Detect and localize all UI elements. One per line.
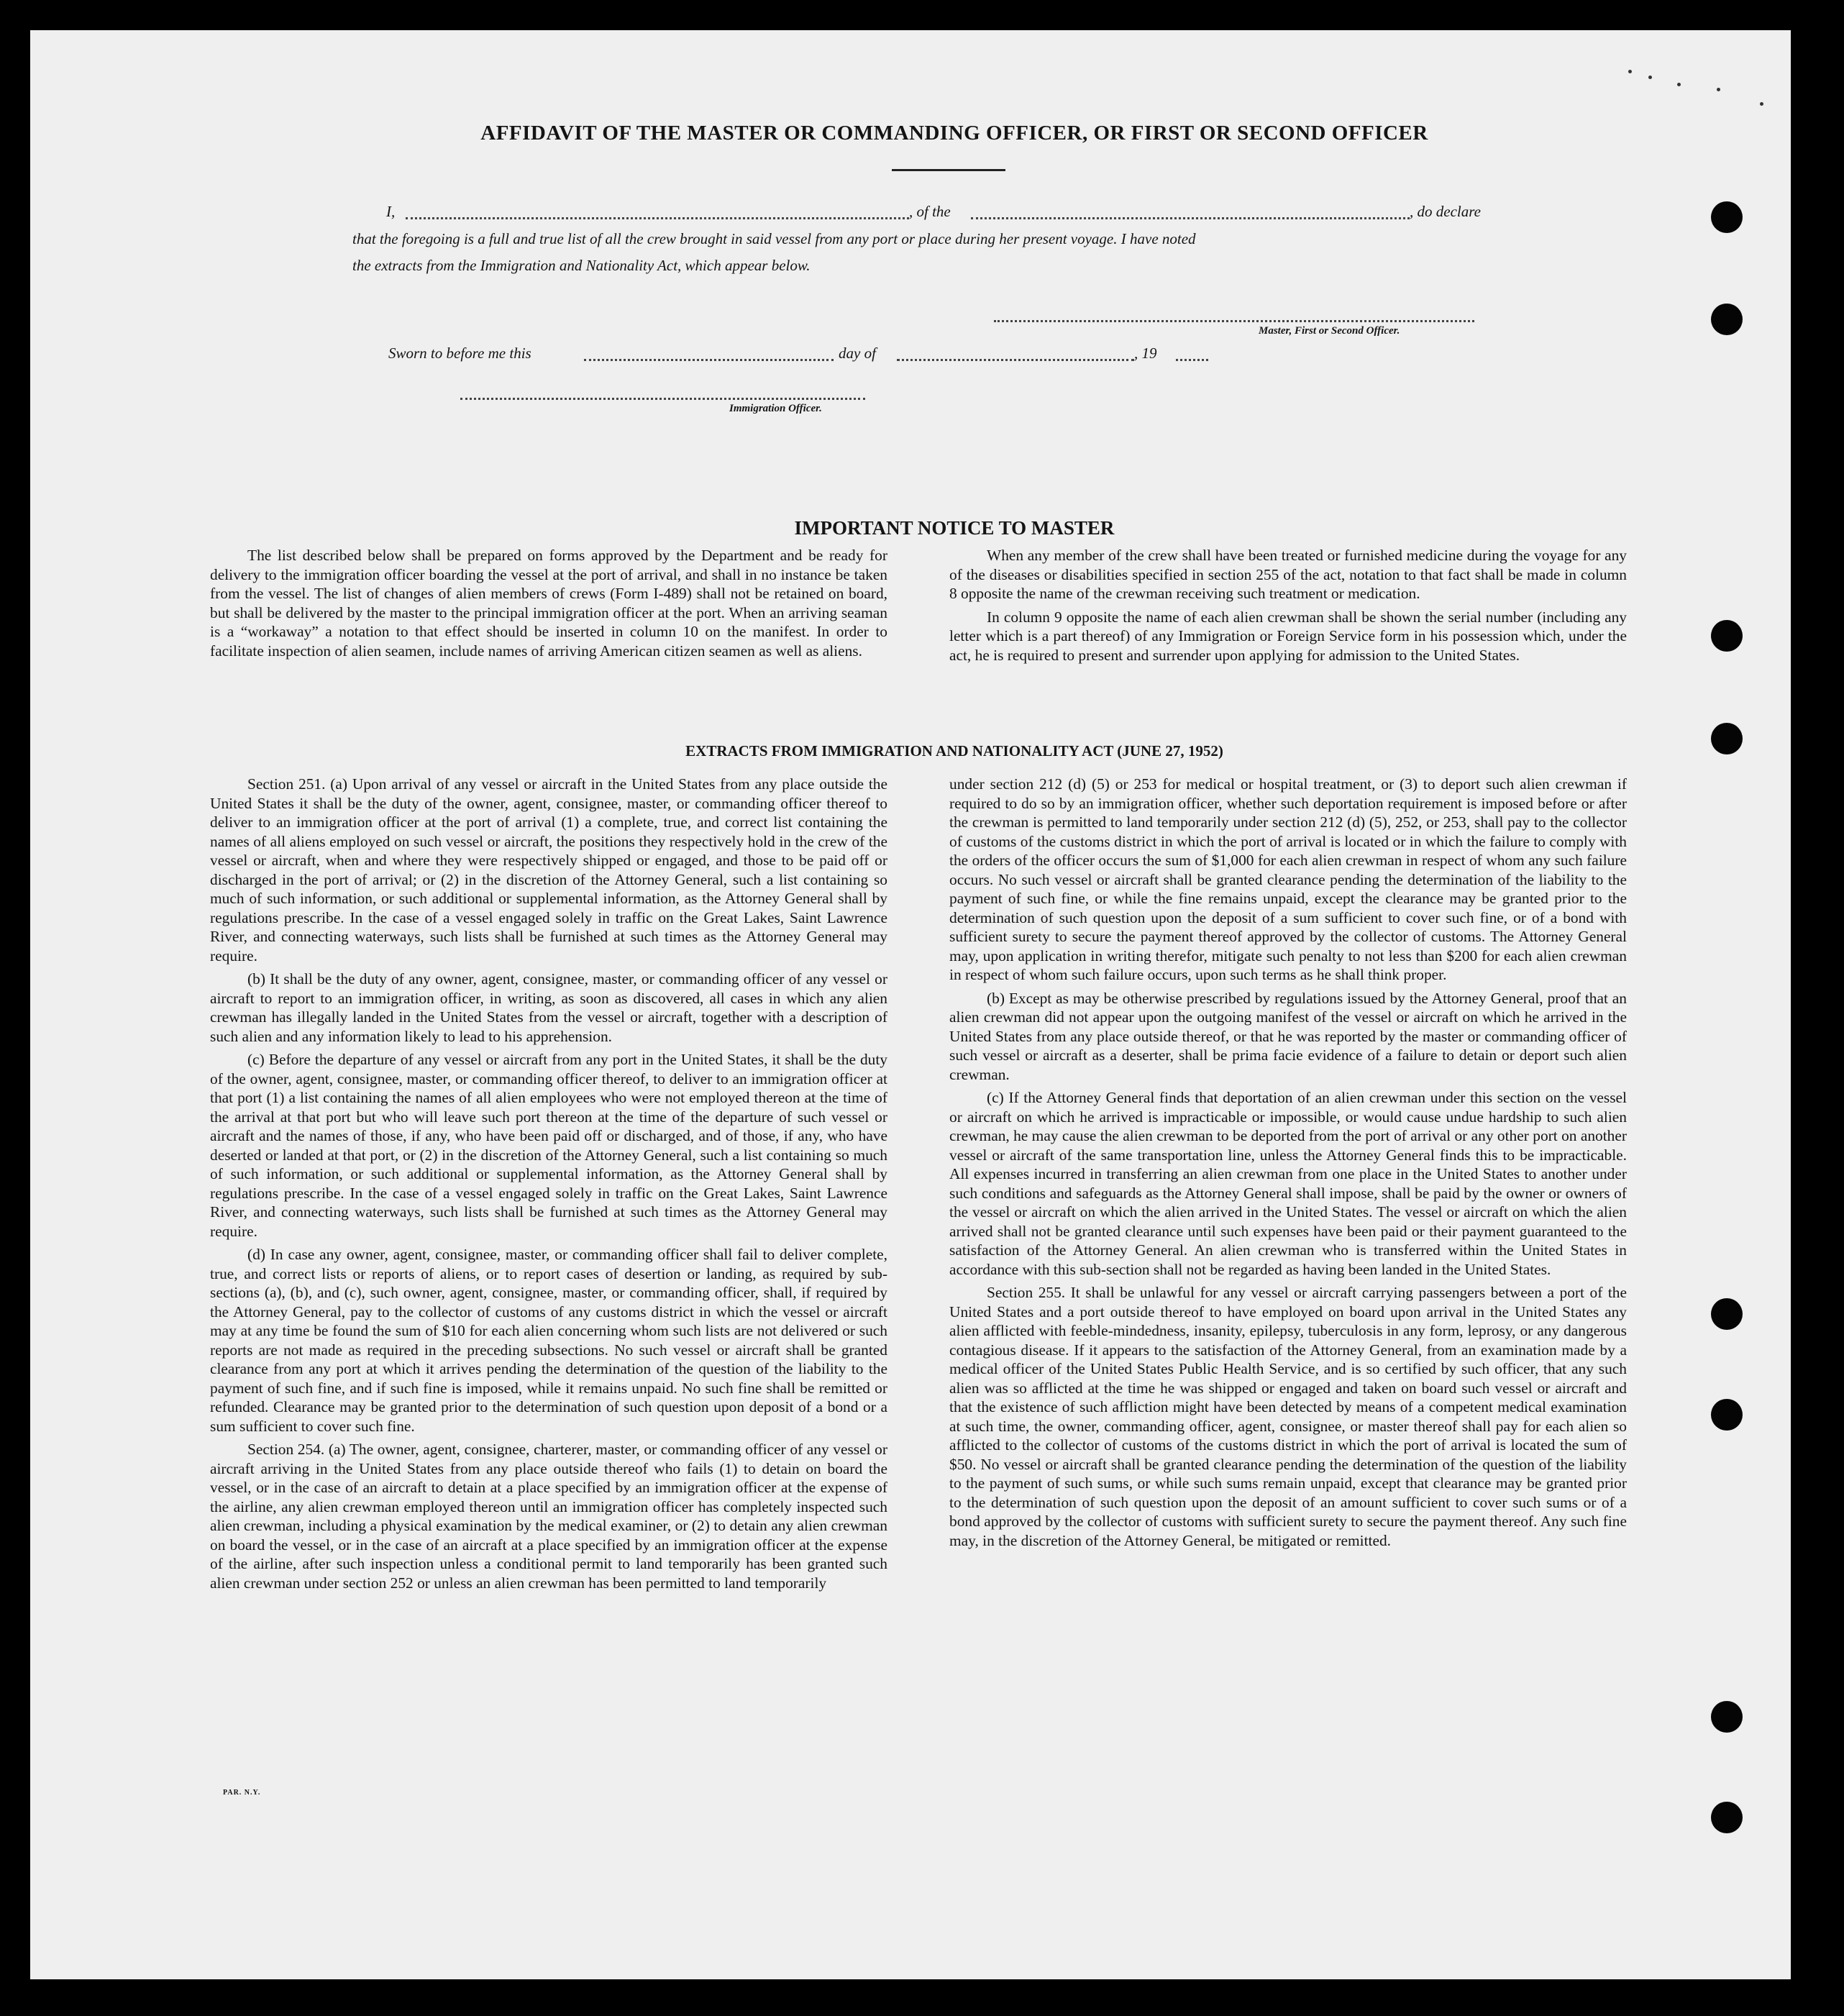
extracts-right-column <box>949 775 1627 1550</box>
day-of-text: day of <box>839 345 876 362</box>
section-254c: (c) If the Attorney General finds that deportation of an alien crewman under this section on the vessel or aircraft on which he arrived is impracticable or impossible, or would cause undue hardship to such alien crewman, he may cause the alien crewman to be deported from the port of arrival or any other port on another vessel or aircraft of the same transportation line, unless the Attorney General finds this to be impracticable. All expenses incurred in transferring an alien crewman from one place in the United States to another under such conditions and safeguards as the Attorney General shall impose, shall be paid by the owner or owners of the vessel or aircraft on which the alien arrived in the United States. The vessel or aircraft on which the alien arrived shall not be granted clearance until such expenses have been paid or their payment guaranteed to the satisfaction of the Attorney General. An alien crewman who is transferred within the United States in accordance with this sub-section shall not be regarded as having been landed in the United States. <box>949 1089 1627 1278</box>
affidavit-line3: the extracts from the Immigration and Nationality Act, which appear below. <box>352 257 811 274</box>
scan-speck <box>1717 88 1720 91</box>
binder-hole <box>1711 1802 1743 1833</box>
affidavit-title: AFFIDAVIT OF THE MASTER OR COMMANDING OFFICER, OR FIRST OR SECOND OFFICER <box>480 122 1428 145</box>
section-251a: Section 251. (a) Upon arrival of any vessel or aircraft in the United States from any place outside the United States it shall be the duty of the owner, agent, consignee, master, or commanding officer thereof to deliver to an immigration officer at the port of arrival (1) a complete, true, and correct list containing the names of all aliens employed on such vessel or aircraft, the positions they respectively hold in the crew of the vessel or aircraft, when and where they were respectively shipped or engaged, and those to be paid off or discharged in the port of arrival; or (2) in the discretion of the Attorney General, such a list containing so much of such information, or such additional or supplemental information, as the Attorney General shall by regulations prescribe. In the case of a vessel engaged solely in traffic on the Great Lakes, Saint Lawrence River, and connecting waterways, such lists shall be furnished at such times as the Attorney General may require. <box>210 775 887 964</box>
extracts-title: EXTRACTS FROM IMMIGRATION AND NATIONALITY ACT (JUNE 27, 1952) <box>685 742 1223 760</box>
affidavit-of-the: , of the <box>909 203 951 220</box>
officer-signature-line[interactable] <box>460 398 865 400</box>
scan-speck <box>1760 102 1763 106</box>
notice-paragraph: The list described below shall be prepared on forms approved by the Department and be ready for delivery to the immigration officer boarding the vessel at the port of arrival, and shall in no instance be taken from the vessel. The list of changes of alien members of crews (Form I-489) shall not be retained on board, but shall be delivered by the master to the principal immigration officer at the port. When an arriving seaman is a “workaway” a notation to that effect should be inserted in column 10 on the manifest. In order to facilitate inspection of alien seamen, include names of arriving American citizen seamen as well as aliens. <box>210 547 887 660</box>
notice-left-column <box>210 546 887 660</box>
section-255: Section 255. It shall be unlawful for any vessel or aircraft carrying passengers between a port of the United States and a port outside thereof to have employed on board upon arrival in the United States any alien afflicted with feeble-mindedness, insanity, epilepsy, tuberculosis in any form, leprosy, or any dangerous contagious disease. If it appears to the satisfaction of the Attorney General, from an examination made by a medical officer of the United States Public Health Service, and is so certified by such officer, that any such alien was so afflicted at the time he was shipped or engaged and taken on board such vessel or aircraft and that the existence of such affliction might have been detected by means of a competent medical examination at such time, the owner, commanding officer, agent, consignee, or master thereof shall pay for each alien so afflicted to the collector of customs of the customs district in which the port of arrival is located the sum of $50. No vessel or aircraft shall be granted clearance pending the determination of the question of the liability to the payment of such sums, or while such sums remain unpaid, except that clearance may be granted prior to the determination of such question upon the deposit of an amount sufficient to cover such sums or of a bond approved by the collector of customs with sufficient surety to secure the payment thereof. Any such fine may, in the discretion of the Attorney General, be mitigated or remitted. <box>949 1284 1627 1549</box>
affidavit-line2: that the foregoing is a full and true list of all the crew brought in said vessel from any port or place during her present voyage. I have noted <box>352 230 1196 247</box>
printer-mark: PAR. N.Y. <box>223 1789 261 1797</box>
sworn-text: Sworn to before me this <box>388 345 531 362</box>
binder-hole <box>1711 201 1743 233</box>
extracts-left-column <box>210 775 887 1592</box>
notice-paragraph: In column 9 opposite the name of each alien crewman shall be shown the serial number (including any letter which is a part thereof) of any Immigration or Foreign Service form in his possession which, under the act, he is required to present and surrender upon applying for admission to the United States. <box>949 608 1627 664</box>
binder-hole <box>1711 723 1743 754</box>
year-prefix: , 19 <box>1134 345 1157 362</box>
scan-speck <box>1648 76 1652 79</box>
binder-hole <box>1711 1399 1743 1431</box>
affidavit-declare: , do declare <box>1410 203 1481 220</box>
sworn-date-blank[interactable] <box>584 359 834 361</box>
section-251c: (c) Before the departure of any vessel or aircraft from any port in the United States, it shall be the duty of the owner, agent, consignee, master, or commanding officer thereof, to deliver to an immigration officer at that port (1) a list containing the names of all alien employees who were not employed thereon at the time of the arrival at that port but who will leave such port thereon at the time of the departure of such vessel or aircraft and the names of those, if any, who have been paid off or discharged, and of those, if any, who have deserted or landed at that port, or (2) in the discretion of the Attorney General, such a list containing so much of such information, or such additional or supplemental information, as the Attorney General shall by regulations prescribe. In the case of a vessel engaged solely in traffic on the Great Lakes, Saint Lawrence River, and connecting waterways, such lists shall be furnished at such times as the Attorney General may require. <box>210 1051 887 1240</box>
section-251b: (b) It shall be the duty of any owner, agent, consignee, master, or commanding officer of any vessel or aircraft to report to an immigration officer, in writing, as soon as discovered, all cases in which any alien crewman has illegally landed in the United States from the vessel or aircraft, together with a description of such alien and any information likely to lead to his apprehension. <box>210 970 887 1045</box>
binder-hole <box>1711 1701 1743 1733</box>
month-blank[interactable] <box>897 359 1134 361</box>
scan-speck <box>1677 83 1681 86</box>
section-251d: (d) In case any owner, agent, consignee, master, or commanding officer shall fail to deliver complete, true, and correct lists or reports of aliens, or to report cases of desertion or landing, as required by sub-sections (a), (b), and (c), such owner, agent, consignee, master, or commanding officer, shall, if required by the Attorney General, pay to the collector of customs of any customs district in which the vessel or aircraft may at any time be found the sum of $10 for each alien concerning whom such lists are not delivered or such reports are not made as required in the preceding subsections. No such vessel or aircraft shall be granted clearance from any port at which it arrives pending the determination of the question of the liability to the payment of such fine, and if such fine is imposed, while it remains unpaid. No such fine shall be remitted or refunded. Clearance may be granted prior to the determination of such question upon deposit of a bond or a sum sufficient to cover such fine. <box>210 1246 887 1435</box>
affidavit-i: I, <box>386 203 396 220</box>
name-blank[interactable] <box>406 217 909 219</box>
master-signature-line[interactable] <box>994 320 1474 322</box>
title-rule <box>892 169 1005 171</box>
officer-signature-caption: Immigration Officer. <box>729 403 822 414</box>
document-page <box>30 30 1791 1979</box>
master-signature-caption: Master, First or Second Officer. <box>1259 325 1400 337</box>
section-254a-continued: under section 212 (d) (5) or 253 for medical or hospital treatment, or (3) to deport such alien crewman if required to do so by an immigration officer, whether such deportation requirement is imposed before or after the crewman is permitted to land temporarily under section 212 (d) (5), 252, or 253, shall pay to the collector of customs of the customs district in which the port of arrival is located or in which the failure to comply with the orders of the officer occurs the sum of $1,000 for each alien crewman in respect of whom any such failure occurs. No such vessel or aircraft shall be granted clearance pending the determination of the liability to the payment of such fine, or while the fine remains unpaid, except the clearance may be granted prior to the determination of such question upon the deposit of a sum sufficient to cover such fine, or of a bond with sufficient surety to secure the payment thereof approved by the collector of customs. The Attorney General may, upon application in writing therefor, mitigate such penalty to not less than $200 for each alien crewman in respect of whom such failure occurs, upon such terms as he shall think proper. <box>949 775 1627 983</box>
binder-hole <box>1711 304 1743 335</box>
scan-speck <box>1628 70 1632 73</box>
binder-hole <box>1711 1298 1743 1330</box>
binder-hole <box>1711 620 1743 652</box>
section-254b: (b) Except as may be otherwise prescribed by regulations issued by the Attorney General, proof that an alien crewman did not appear upon the outgoing manifest of the vessel or aircraft on which he arrived in the United States from any place outside thereof, or that he was reported by the master or commanding officer of such vessel or aircraft as a deserter, shall be prima facie evidence of a failure to detain or deport such alien crewman. <box>949 989 1627 1083</box>
notice-right-column <box>949 546 1627 665</box>
notice-paragraph: When any member of the crew shall have been treated or furnished medicine during the voyage for any of the diseases or disabilities specified in section 255 of the act, notation to that fact shall be made in column 8 opposite the name of the crewman receiving such treatment or medication. <box>949 547 1627 602</box>
notice-title: IMPORTANT NOTICE TO MASTER <box>794 517 1115 539</box>
section-254a: Section 254. (a) The owner, agent, consignee, charterer, master, or commanding officer of any vessel or aircraft arriving in the United States from any place outside thereof who fails (1) to detain on board the vessel, or in the case of an aircraft to detain at a place specified by an immigration officer at the expense of the airline, any alien crewman employed thereon until an immigration officer has completely inspected such alien crewman, including a physical examination by the medical examiner, or (2) to detain any alien crewman on board the vessel, or in the case of an aircraft at a place specified by an immigration officer at the expense of the airline, after such inspection unless a conditional permit to land temporarily has been granted such alien crewman under section 252 or unless an alien crewman has been permitted to land temporarily <box>210 1441 887 1592</box>
vessel-blank[interactable] <box>971 217 1410 219</box>
year-blank[interactable] <box>1176 359 1208 361</box>
